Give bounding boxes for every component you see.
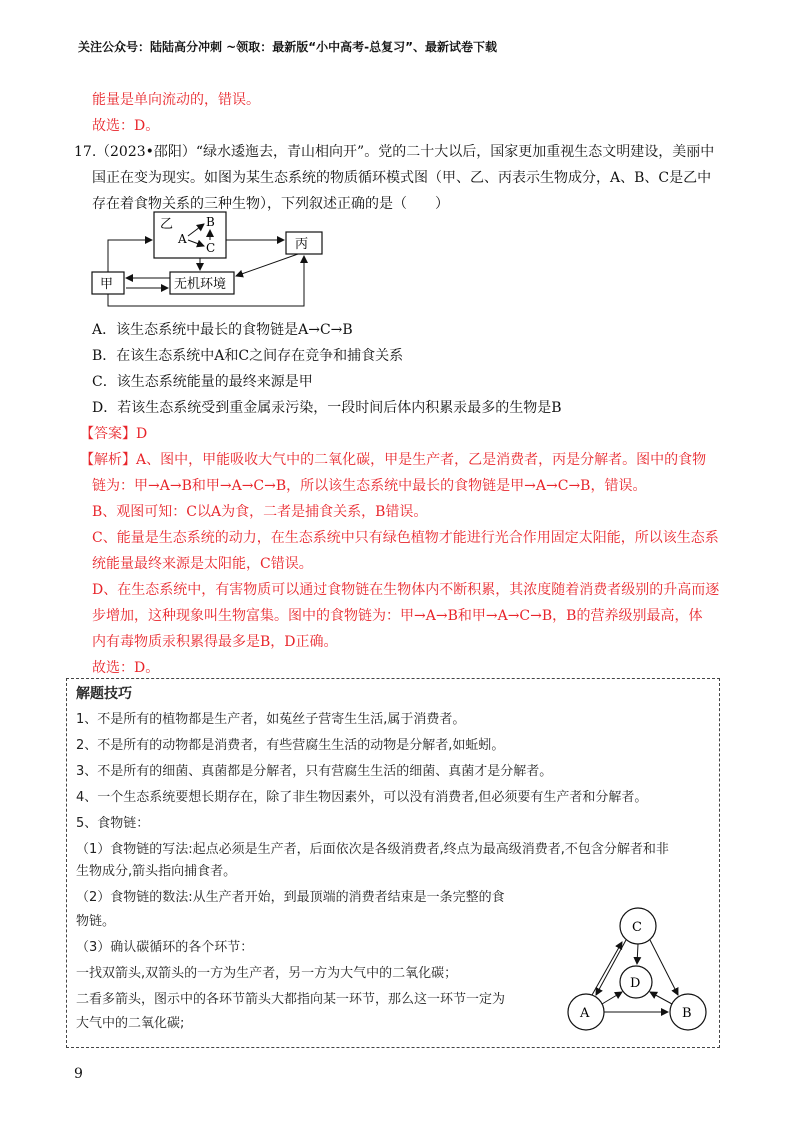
tips-line-1: 1、不是所有的植物都是生产者，如菟丝子营寄生生活,属于消费者。	[76, 712, 466, 727]
question-stem-line-3: 存在着食物关系的三种生物），下列叙述正确的是（ ）	[92, 196, 449, 212]
arrow-c-to-b	[650, 940, 678, 995]
arrow-c-to-d	[637, 944, 638, 964]
env-label: 无机环境	[174, 277, 227, 292]
page-header: 关注公众号：陆陆高分冲刺 ~领取：最新版“小中高考-总复习”、最新试卷下载	[78, 40, 497, 54]
tips-line-11: 一找双箭头,双箭头的一方为生产者，另一方为大气中的二氧化碳；	[76, 966, 458, 981]
option-d: D．若该生态系统受到重金属汞污染，一段时间后体内积累汞最多的生物是B	[92, 400, 562, 416]
arrow-b-to-d	[650, 992, 672, 1004]
tips-line-13: 大气中的二氧化碳;	[76, 1016, 185, 1031]
arrow-a-to-c	[592, 942, 622, 995]
node-d-label: D	[630, 976, 641, 991]
question-stem-line-2: 国正在变为现实。如图为某生态系统的物质循环模式图（甲、乙、丙表示生物成分，A、B、C是乙中	[92, 170, 712, 186]
analysis-line-1: 【解析】A、图中，甲能吸收大气中的二氧化碳，甲是生产者，乙是消费者，丙是分解者。图中的食物	[80, 452, 707, 468]
node-b-label: B	[682, 1006, 692, 1021]
option-a: A．该生态系统中最长的食物链是A→C→B	[92, 322, 353, 338]
arrow-a-to-b	[188, 224, 204, 236]
prev-conclusion: 故选：D。	[92, 118, 160, 134]
analysis-line-4: C、能量是生态系统的动力，在生态系统中只有绿色植物才能进行光合作用固定太阳能，所以该生态系	[92, 530, 719, 546]
tips-line-9: 物链。	[76, 914, 116, 929]
analysis-line-7: 步增加，这种现象叫生物富集。图中的食物链为：甲→A→B和甲→A→C→B，B的营养级别最高，体	[92, 608, 703, 624]
analysis-conclusion: 故选：D。	[92, 660, 160, 676]
tips-line-4: 4、一个生态系统要想长期存在，除了非生物因素外，可以没有消费者,但必须要有生产者和分解者。	[76, 790, 648, 805]
organism-b: B	[206, 215, 215, 229]
tips-line-10: （3）确认碳循环的各个环节：	[76, 940, 254, 955]
tips-line-8: （2）食物链的数法:从生产者开始，到最顶端的消费者结束是一条完整的食	[76, 890, 505, 905]
prev-analysis-line: 能量是单向流动的，错误。	[92, 92, 260, 108]
tips-line-3: 3、不是所有的细菌、真菌都是分解者，只有营腐生生活的细菌、真菌才是分解者。	[76, 764, 553, 779]
tips-line-12: 二看多箭头，图示中的各环节箭头大都指向某一环节，那么这一环节一定为	[76, 992, 506, 1007]
option-b: B．在该生态系统中A和C之间存在竞争和捕食关系	[92, 348, 404, 364]
bing-label: 丙	[295, 237, 309, 252]
node-c-label: C	[632, 920, 642, 935]
page-number: 9	[74, 1066, 83, 1082]
organism-a: A	[178, 232, 187, 246]
tips-title: 解题技巧	[76, 686, 132, 702]
analysis-line-2: 链为：甲→A→B和甲→A→C→B，所以该生态系统中最长的食物链是甲→A→C→B，错误。	[92, 478, 647, 494]
option-c: C．该生态系统能量的最终来源是甲	[92, 374, 313, 390]
tips-line-6: （1）食物链的写法:起点必须是生产者，后面依次是各级消费者,终点为最高级消费者,不包含分解者和非	[76, 842, 669, 857]
material-cycle-diagram	[88, 210, 328, 310]
analysis-line-8: 内有毒物质汞积累得最多是B，D正确。	[92, 634, 338, 650]
analysis-line-5: 统能量最终来源是太阳能，C错误。	[92, 556, 313, 572]
organism-c: C	[206, 241, 216, 255]
analysis-line-6: D、在生态系统中，有害物质可以通过食物链在生物体内不断积累，其浓度随着消费者级别的升高而逐	[92, 582, 720, 598]
arrow-jia-to-yi	[108, 240, 152, 272]
arrow-a-to-c	[188, 240, 204, 246]
question-stem-line-1: （2023•邵阳）“绿水逶迤去，青山相向开”。党的二十大以后，国家更加重视生态文明建设，美丽中	[96, 144, 715, 160]
arrow-bing-to-env	[236, 254, 298, 276]
tips-line-2: 2、不是所有的动物都是消费者，有些营腐生生活的动物是分解者,如蚯蚓。	[76, 738, 505, 753]
answer-label: 【答案】D	[80, 426, 148, 442]
node-a-label: A	[580, 1006, 590, 1021]
yi-label: 乙	[160, 217, 174, 232]
arrow-a-to-d	[602, 992, 622, 1004]
tips-line-5: 5、食物链：	[76, 816, 150, 831]
tips-line-7: 生物成分,箭头指向捕食者。	[76, 864, 237, 879]
analysis-line-3: B、观图可知：C以A为食，二者是捕食关系，B错误。	[92, 504, 428, 520]
jia-label: 甲	[100, 277, 114, 292]
question-number: 17.	[74, 144, 97, 160]
carbon-cycle-diagram	[560, 902, 716, 1046]
